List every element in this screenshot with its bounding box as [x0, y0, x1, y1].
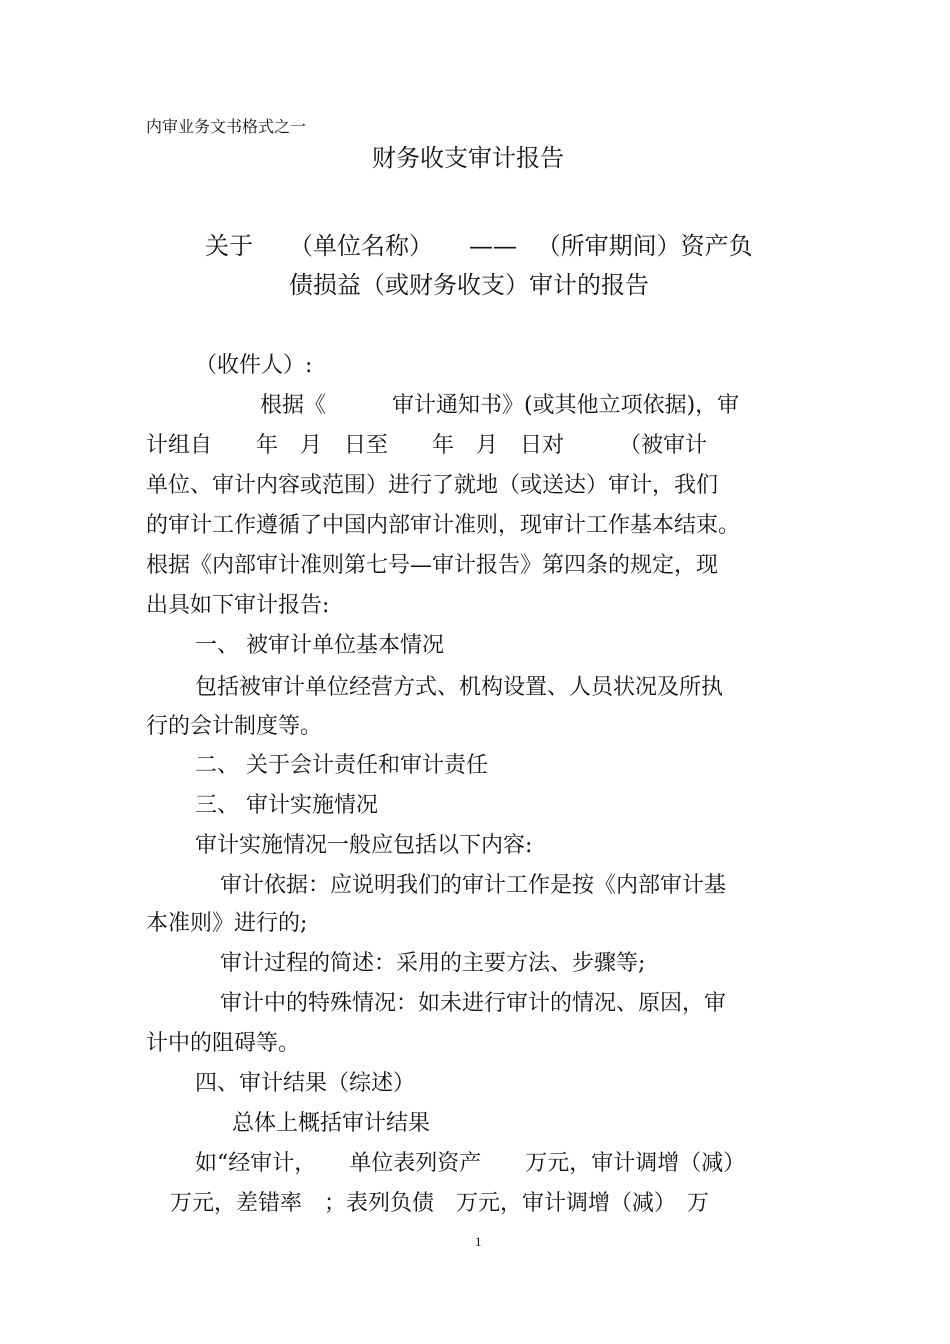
section-heading-2: 二、 关于会计责任和审计责任: [195, 753, 488, 778]
body-line: 总体上概括审计结果: [232, 1111, 431, 1136]
recipient-line: （收件人）:: [195, 353, 313, 378]
section-heading-4: 四、审计结果（综述）: [195, 1071, 416, 1096]
page-number: 1: [475, 1234, 482, 1249]
body-line: 如“经审计， 单位表列资产 万元，审计调增（减）: [195, 1151, 746, 1176]
body-line: 出具如下审计报告:: [146, 593, 330, 618]
body-line: 计组自 年 月 日至 年 月 日对 （被审计: [146, 433, 708, 458]
document-title: 财务收支审计报告: [372, 144, 564, 172]
body-line: 审计过程的简述：采用的主要方法、步骤等;: [220, 951, 646, 976]
body-line: 万元，差错率 ；表列负债 万元，审计调增（减） 万: [170, 1191, 710, 1216]
body-line: 审计实施情况一般应包括以下内容:: [195, 833, 533, 858]
document-series-label: 内审业务文书格式之一: [146, 117, 307, 136]
body-line: 计中的阻碍等。: [146, 1031, 301, 1056]
body-line: 根据《 审计通知书》(或其他立项依据)，审: [260, 393, 740, 418]
body-line: 单位、审计内容或范围）进行了就地（或送达）审计，我们: [146, 473, 719, 498]
report-title-line-1: 关于 （单位名称） —— （所审期间）资产负: [205, 232, 753, 260]
body-line: 行的会计制度等。: [146, 714, 323, 739]
body-line: 审计依据：应说明我们的审计工作是按《内部审计基: [220, 873, 727, 898]
body-line: 本准则》进行的;: [146, 911, 308, 936]
body-line: 的审计工作遵循了中国内部审计准则，现审计工作基本结束。: [146, 513, 741, 538]
report-title-line-2: 债损益（或财务收支）审计的报告: [289, 271, 649, 299]
body-line: 审计中的特殊情况：如未进行审计的情况、原因，审: [220, 991, 727, 1016]
body-line: 包括被审计单位经营方式、机构设置、人员状况及所执: [195, 675, 724, 700]
body-line: 根据《内部审计准则第七号—审计报告》第四条的规定，现: [146, 553, 719, 578]
section-heading-1: 一、 被审计单位基本情况: [195, 633, 444, 658]
section-heading-3: 三、 审计实施情况: [195, 793, 378, 818]
